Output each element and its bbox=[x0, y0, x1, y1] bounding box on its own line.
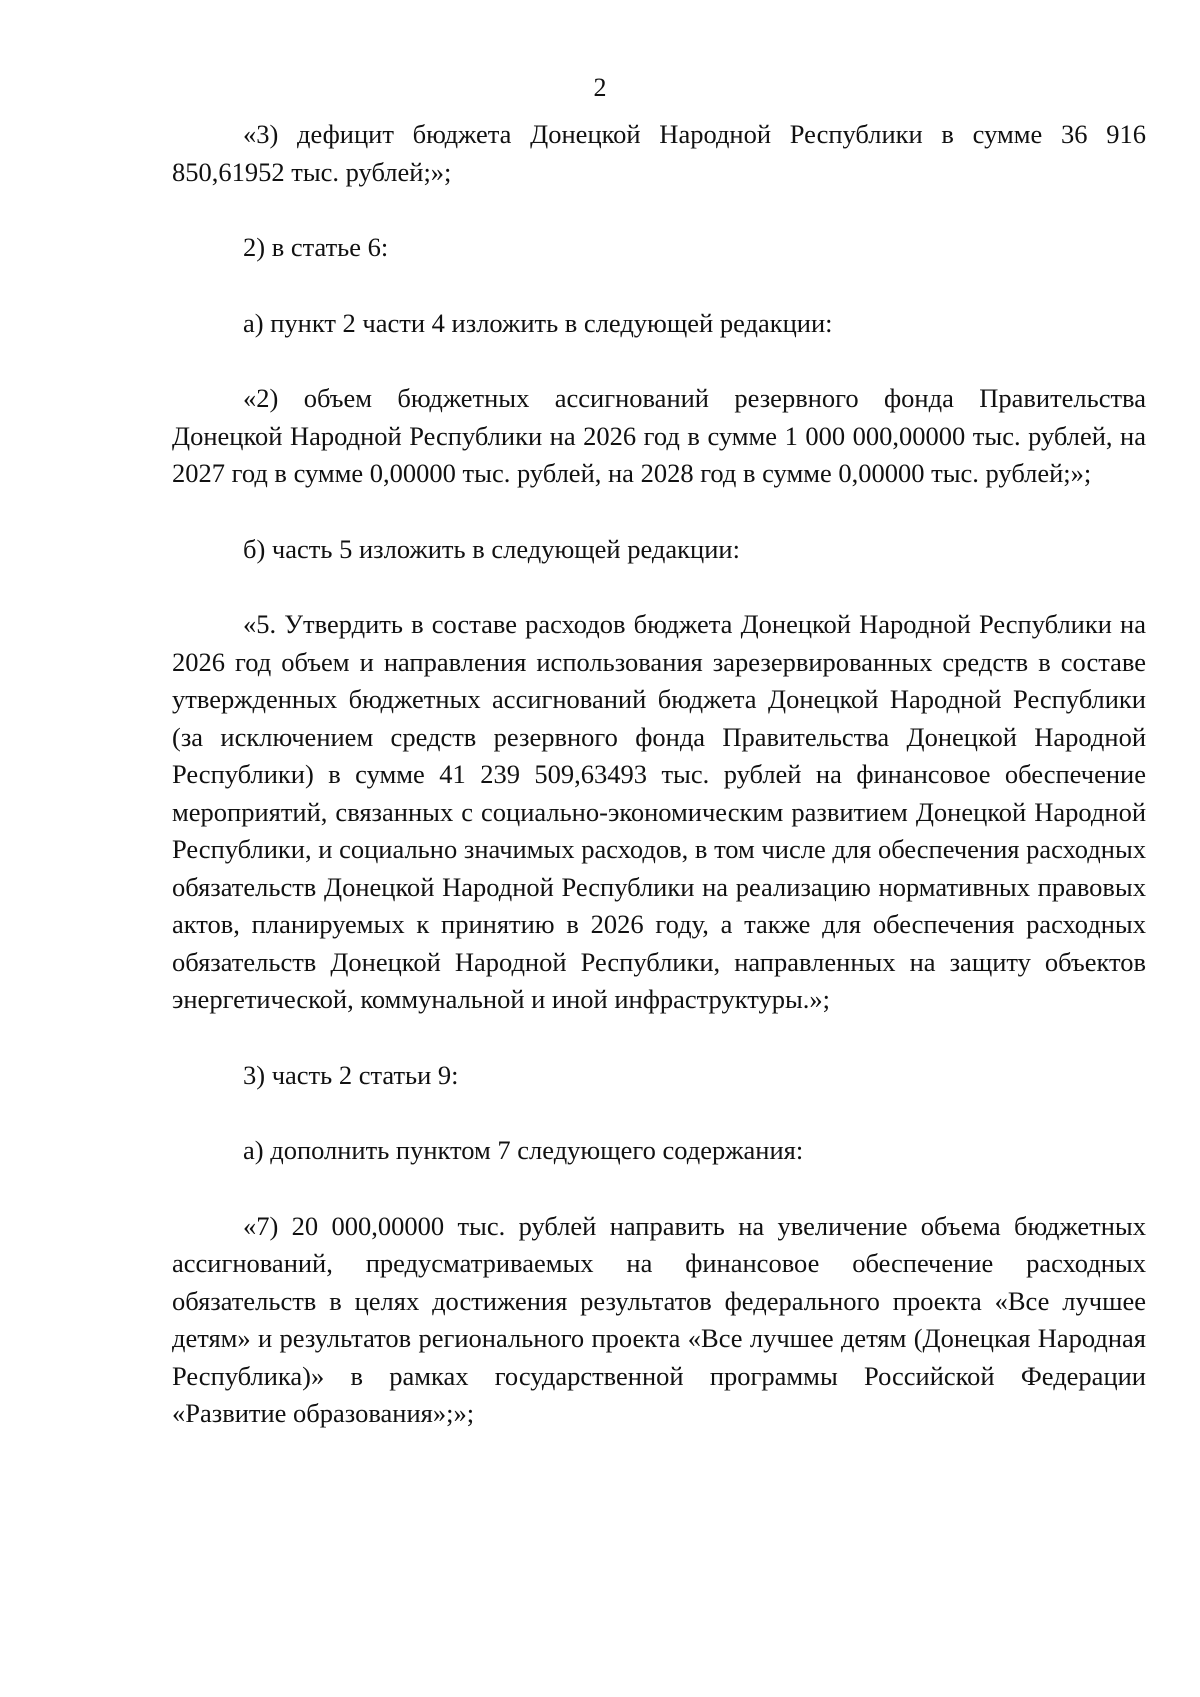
paragraph-article-6-a: а) пункт 2 части 4 изложить в следующей редакции: bbox=[243, 307, 833, 338]
page-number: 2 bbox=[593, 73, 607, 102]
paragraph-article-9: 3) часть 2 статьи 9: bbox=[243, 1059, 459, 1090]
paragraph-reserved-funds: «5. Утвердить в составе расходов бюджета Донецкой Народной Республики на 2026 год объем и направления использования зарезервированных средств в составе утвержденных бюджетных ассигнований бюджета Донецкой Народной Республики (за исключением средств резервного фонда Правительства Донецкой Народной Республики) в сумме 41 239 509,63493 тыс. рублей на финансовое обеспечение мероприятий, связанных с социально-экономическим развитием Донецкой Народной Республики, и социально значимых расходов, в том числе для обеспечения расходных обязательств Донецкой Народной Республики на реализацию нормативных правовых актов, планируемых к принятию в 2026 году, а также для обеспечения расходных обязательств Донецкой Народной Республики, направленных на защиту объектов энергетической, коммунальной и иной инфраструктуры.»; bbox=[172, 609, 1146, 1014]
document-body bbox=[172, 116, 1146, 1433]
paragraph-reserve-fund: «2) объем бюджетных ассигнований резервного фонда Правительства Донецкой Народной Республики на 2026 год в сумме 1 000 000,00000 тыс. рублей, на 2027 год в сумме 0,00000 тыс. рублей, на 2028 год в сумме 0,00000 тыс. рублей;»; bbox=[172, 383, 1146, 488]
paragraph-deficit: «3) дефицит бюджета Донецкой Народной Республики в сумме 36 916 850,61952 тыс. рублей;»; bbox=[172, 119, 1146, 187]
paragraph-article-6: 2) в статье 6: bbox=[243, 232, 389, 262]
paragraph-article-6-b: б) часть 5 изложить в следующей редакции: bbox=[243, 533, 740, 564]
paragraph-item-7: «7) 20 000,00000 тыс. рублей направить на увеличение объема бюджетных ассигнований, предусматриваемых на финансовое обеспечение расходных обязательств в целях достижения результатов федерального проекта «Все лучшее детям» и результатов регионального проекта «Все лучшее детям (Донецкая Народная Республика)» в рамках государственной программы Российской Федерации «Развитие образования»;»; bbox=[172, 1210, 1146, 1428]
paragraph-article-9-a: а) дополнить пунктом 7 следующего содержания: bbox=[243, 1135, 804, 1165]
